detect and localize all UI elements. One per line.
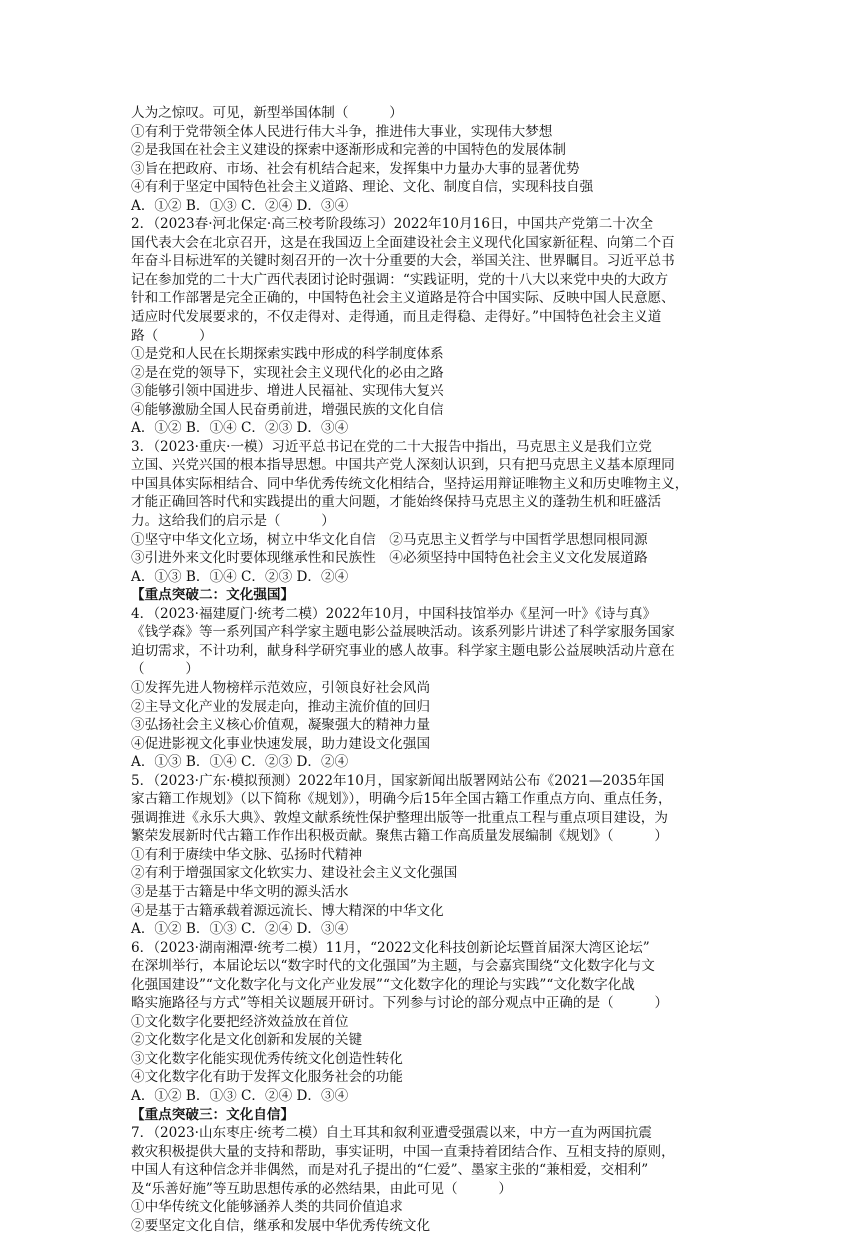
text-line: 针和工作部署是完全正确的，中国特色社会主义道路是符合中国实际、反映中国人民意愿、 (131, 290, 675, 307)
text-line: 2．（2023春·河北保定·高三校考阶段练习）2022年10月16日，中国共产党第二十次全 (131, 216, 654, 233)
text-line: ③引进外来文化时要体现继承性和民族性 ④必须坚持中国特色社会主义文化发展道路 (131, 550, 648, 567)
text-line: 人为之惊叹。可见，新型举国体制（ ） (131, 105, 403, 121)
text-line: 力。这给我们的启示是（ ） (131, 513, 335, 530)
section-heading: 【重点突破二：文化强国】 (131, 587, 295, 604)
text-line: ③能够引领中国进步、增进人民福祉、实现伟大复兴 (131, 383, 444, 400)
text-line: （ ） (131, 661, 199, 678)
text-line: ②要坚定文化自信，继承和发展中华优秀传统文化 (131, 1217, 431, 1234)
text-line: 及“乐善好施”等互助思想传承的必然结果，由此可见（ ） (131, 1180, 512, 1197)
text-line: 中国具体实际相结合、同中华优秀传统文化相结合，坚持运用辩证唯物主义和历史唯物主义， (131, 475, 689, 492)
text-line: 略实施路径与方式”等相关议题展开研讨。下列参与讨论的部分观点中正确的是（ ） (131, 995, 669, 1012)
text-line: ②主导文化产业的发展走向，推动主流价值的回归 (131, 698, 431, 715)
text-line: 适应时代发展要求的，不仅走得对、走得通，而且走得稳、走得好。”中国特色社会主义道 (131, 309, 662, 326)
text-line: ②是在党的领导下，实现社会主义现代化的必由之路 (131, 364, 444, 381)
text-line: 5．（2023·广东·模拟预测）2022年10月，国家新闻出版署网站公布《2021—2035年国 (131, 772, 665, 789)
text-line: 4．（2023·福建厦门·统考二模）2022年10月，中国科技馆举办《星河一叶》《诗与真》 (131, 605, 657, 622)
text-line: A．①③ B．①④ C．②③ D．②④ (131, 568, 349, 585)
text-line: ②是我国在社会主义建设的探索中逐渐形成和完善的中国特色的发展体制 (131, 142, 566, 159)
text-line: ④有利于坚定中国特色社会主义道路、理论、文化、制度自信，实现科技自强 (131, 179, 594, 196)
text-line: 年奋斗目标进军的关键时刻召开的一次十分重要的大会，举国关注、世界瞩目。习近平总书 (131, 253, 675, 270)
text-line: 6．（2023·湖南湘潭·统考二模）11月，“2022文化科技创新论坛暨首届深大湾区论坛” (131, 939, 650, 956)
text-line: ①发挥先进人物榜样示范效应，引领良好社会风尚 (131, 679, 431, 696)
text-line: 国代表大会在北京召开，这是在我国迈上全面建设社会主义现代化国家新征程、向第二个百 (131, 234, 675, 251)
section-heading: 【重点突破三：文化自信】 (131, 1106, 295, 1123)
text-line: ④文化数字化有助于发挥文化服务社会的功能 (131, 1069, 403, 1086)
text-line: ③是基于古籍是中华文明的源头活水 (131, 883, 349, 900)
text-line: ①坚守中华文化立场，树立中华文化自信 ②马克思主义哲学与中国哲学思想同根同源 (131, 531, 648, 548)
text-line: ①有利于党带领全体人民进行伟大斗争，推进伟大事业，实现伟大梦想 (131, 123, 553, 140)
text-line: ③文化数字化能实现优秀传统文化创造性转化 (131, 1050, 403, 1067)
text-line: 化强国建设”“文化数字化与文化产业发展”“文化数字化的理论与实践”“文化数字化战 (131, 976, 635, 993)
text-line: ①中华传统文化能够涵养人类的共同价值追求 (131, 1199, 403, 1216)
text-line: ②文化数字化是文化创新和发展的关键 (131, 1032, 363, 1049)
text-line: 在深圳举行，本届论坛以“数字时代的文化强国”为主题，与会嘉宾围绕“文化数字化与文 (131, 958, 655, 975)
text-line: ①文化数字化要把经济效益放在首位 (131, 1013, 349, 1030)
text-line: A．①② B．①④ C．②③ D．③④ (131, 420, 349, 437)
text-line: ③旨在把政府、市场、社会有机结合起来，发挥集中力量办大事的显著优势 (131, 160, 580, 177)
text-line: 才能正确回答时代和实践提出的重大问题，才能始终保持马克思主义的蓬勃生机和旺盛活 (131, 494, 662, 511)
text-line: 救灾积极提供大量的支持和帮助，事实证明，中国一直秉持着团结合作、互相支持的原则， (131, 1143, 675, 1160)
text-line: A．①③ B．①④ C．②③ D．②④ (131, 754, 349, 771)
text-line: 强调推进《永乐大典》、敦煌文献系统性保护整理出版等一批重点工程与重点项目建设，为 (131, 809, 668, 826)
text-line: ①有利于赓续中华文脉、弘扬时代精神 (131, 846, 363, 863)
text-line: ④是基于古籍承载着源远流长、博大精深的中华文化 (131, 902, 444, 919)
text-line: 7．（2023·山东枣庄·统考二模）自土耳其和叙利亚遭受强震以来，中方一直为两国抗震 (131, 1125, 652, 1142)
text-line: 繁荣发展新时代古籍工作作出积极贡献。聚焦古籍工作高质量发展编制《规划》（ ） (131, 828, 668, 845)
text-line: A．①② B．①③ C．②④ D．③④ (131, 1087, 349, 1104)
text-line: ④促进影视文化事业快速发展，助力建设文化强国 (131, 735, 431, 752)
text-line: ①是党和人民在长期探索实践中形成的科学制度体系 (131, 346, 444, 363)
text-line: 家古籍工作规划》（以下简称《规划》），明确今后15年全国古籍工作重点方向、重点任务， (131, 791, 672, 808)
text-line: 迫切需求，不计功利，献身科学研究事业的感人故事。科学家主题电影公益展映活动片意在 (131, 642, 675, 659)
text-line: 3．（2023·重庆·一模）习近平总书记在党的二十大报告中指出，马克思主义是我们立党 (131, 438, 652, 455)
text-line: A．①② B．①③ C．②④ D．③④ (131, 921, 349, 938)
text-line: 记在参加党的二十大广西代表团讨论时强调：“实践证明，党的十八大以来党中央的大政方 (131, 271, 669, 288)
text-line: 《钱学森》等一系列国产科学家主题电影公益展映活动。该系列影片讲述了科学家服务国家 (131, 624, 675, 641)
text-line: A．①② B．①③ C．②④ D．③④ (131, 197, 349, 214)
text-line: ④能够激励全国人民奋勇前进，增强民族的文化自信 (131, 401, 444, 418)
text-line: ②有利于增强国家文化软实力、建设社会主义文化强国 (131, 865, 458, 882)
text-line: ③弘扬社会主义核心价值观，凝聚强大的精神力量 (131, 717, 431, 734)
text-line: 路（ ） (131, 327, 213, 344)
text-line: 中国人有这种信念并非偶然，而是对孔子提出的“仁爱”、墨家主张的“兼相爱，交相利” (131, 1162, 649, 1179)
document-page (131, 104, 731, 1235)
text-line: 立国、兴党兴国的根本指导思想。中国共产党人深刻认识到，只有把马克思主义基本原理同 (131, 457, 675, 474)
